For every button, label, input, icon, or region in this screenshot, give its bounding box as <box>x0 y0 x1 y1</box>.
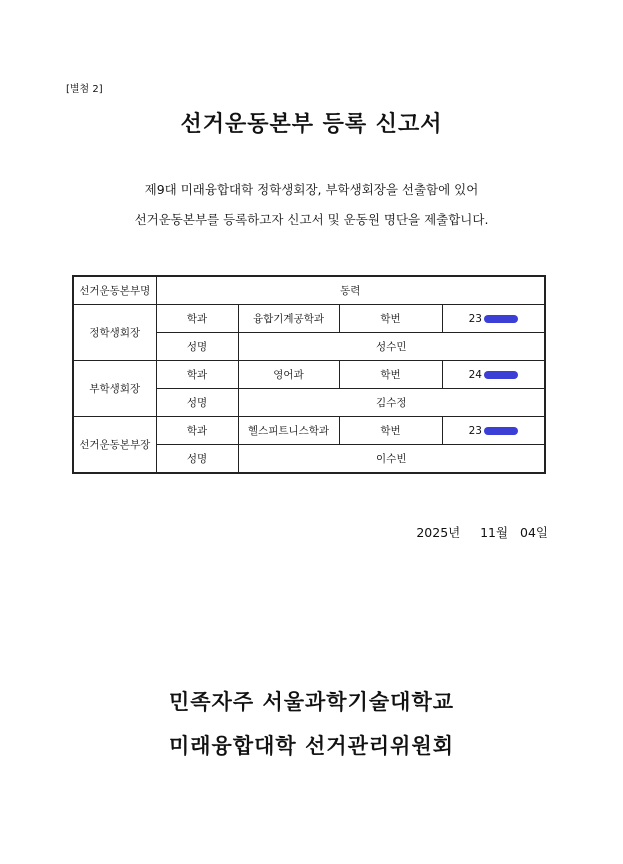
dept-label: 학과 <box>156 361 238 389</box>
student-id-value <box>442 305 545 333</box>
dept-value: 융합기계공학과 <box>238 305 339 333</box>
name-label: 성명 <box>156 333 238 361</box>
table-row <box>73 417 545 445</box>
header-value-cell: 동력 <box>156 276 545 305</box>
table-header-row <box>73 276 545 305</box>
name-label: 성명 <box>156 445 238 474</box>
annex-label: [별첨 2] <box>66 84 103 95</box>
header-label-cell: 선거운동본부명 <box>73 276 156 305</box>
student-id-label: 학번 <box>339 417 442 445</box>
date-day: 04일 <box>520 525 548 540</box>
student-id-prefix: 23 <box>468 424 482 437</box>
redaction-mark <box>484 427 518 435</box>
redaction-mark <box>484 371 518 379</box>
role-cell: 정학생회장 <box>73 305 156 361</box>
organization-line-1: 민족자주 서울과학기술대학교 <box>168 690 455 714</box>
dept-label: 학과 <box>156 417 238 445</box>
dept-label: 학과 <box>156 305 238 333</box>
role-cell: 선거운동본부장 <box>73 417 156 474</box>
student-id-value <box>442 361 545 389</box>
dept-value: 영어과 <box>238 361 339 389</box>
table-row <box>73 305 545 333</box>
table-row <box>73 361 545 389</box>
student-id-value <box>442 417 545 445</box>
document-title: 선거운동본부 등록 신고서 <box>180 112 443 137</box>
date-year: 2025년 <box>416 525 461 540</box>
organization-line-2: 미래융합대학 선거관리위원회 <box>168 734 455 758</box>
date-month: 11월 <box>480 525 509 540</box>
name-value: 성수민 <box>238 333 545 361</box>
name-value: 이수빈 <box>238 445 545 474</box>
student-id-label: 학번 <box>339 305 442 333</box>
student-id-prefix: 24 <box>468 368 482 381</box>
name-label: 성명 <box>156 389 238 417</box>
student-id-label: 학번 <box>339 361 442 389</box>
student-id-prefix: 23 <box>468 312 482 325</box>
role-cell: 부학생회장 <box>73 361 156 417</box>
dept-value: 헬스피트니스학과 <box>238 417 339 445</box>
intro-line-1: 제9대 미래융합대학 정학생회장, 부학생회장을 선출함에 있어 <box>144 182 479 197</box>
registration-table <box>72 275 546 474</box>
submission-date <box>416 523 548 541</box>
name-value: 김수정 <box>238 389 545 417</box>
redaction-mark <box>484 315 518 323</box>
intro-line-2: 선거운동본부를 등록하고자 신고서 및 운동원 명단을 제출합니다. <box>134 212 489 227</box>
